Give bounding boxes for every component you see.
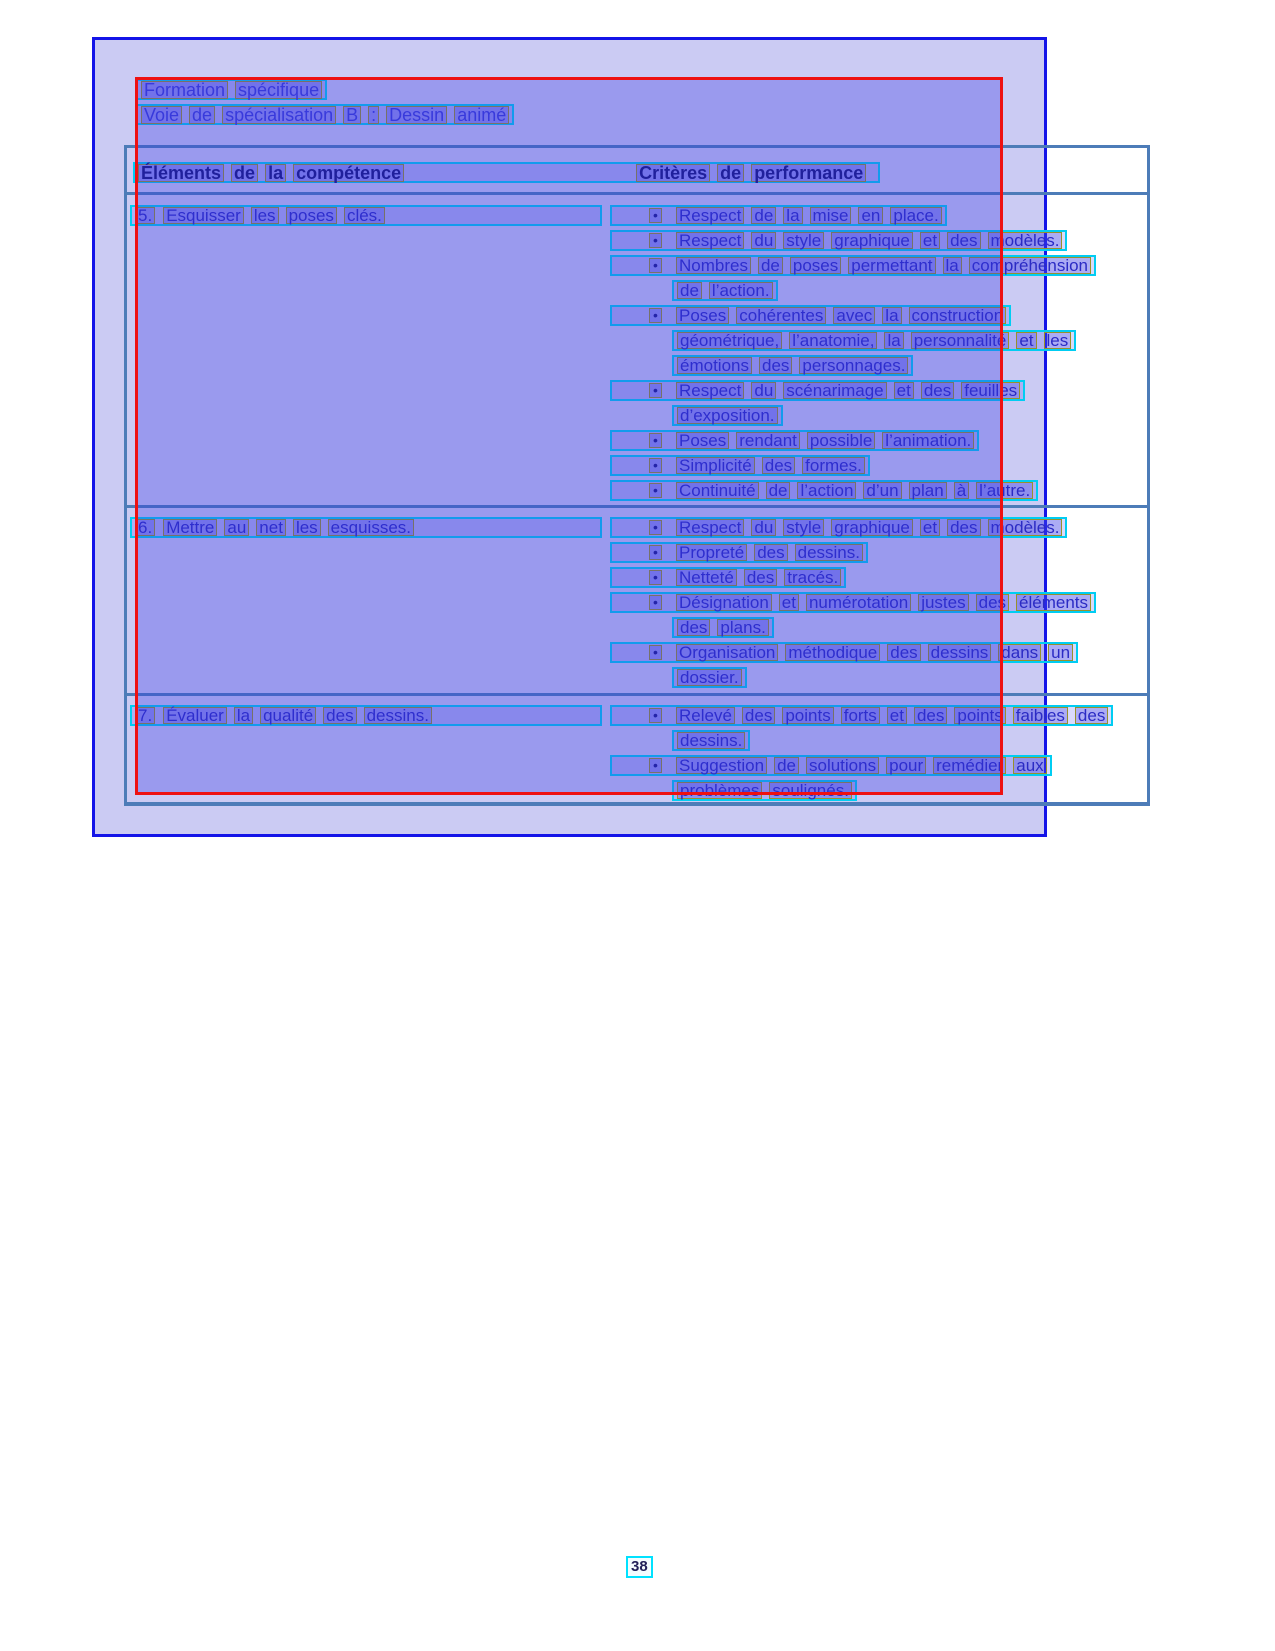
ocr-word-box: Respect (676, 207, 744, 224)
ocr-word-box: en (858, 207, 883, 224)
ocr-word-box: de (677, 282, 702, 299)
ocr-word-box: éléments (1016, 594, 1091, 611)
ocr-word-box: la (884, 332, 903, 349)
ocr-word-box: : (368, 106, 379, 124)
ocr-word-box: solutions (806, 757, 879, 774)
ocr-word-box: place. (890, 207, 941, 224)
ocr-line-box (672, 405, 783, 426)
ocr-word-box: et (920, 519, 940, 536)
row-number: 6. (135, 519, 155, 536)
ocr-word-box: du (751, 232, 776, 249)
ocr-word-box: dans (998, 644, 1041, 661)
ocr-word-box: l’action (797, 482, 856, 499)
ocr-word-box: style (783, 232, 824, 249)
ocr-word-box: d’un (863, 482, 901, 499)
ocr-word-box: géométrique, (677, 332, 782, 349)
ocr-word-box: de (231, 164, 258, 182)
ocr-line-box (610, 305, 1011, 326)
competency-table (124, 145, 1150, 806)
ocr-word-box: personnages. (799, 357, 908, 374)
bullet-icon: • (649, 433, 662, 448)
ocr-line-box (610, 642, 1078, 663)
bullet-icon: • (649, 383, 662, 398)
bullet-icon: • (649, 595, 662, 610)
ocr-word-box: Poses (676, 307, 729, 324)
ocr-word-box: remédier (933, 757, 1006, 774)
ocr-word-box: des (323, 707, 356, 724)
ocr-word-box: B (343, 106, 361, 124)
ocr-word-box: et (1016, 332, 1036, 349)
ocr-word-box: modèles. (988, 519, 1063, 536)
ocr-word-box: modèles. (988, 232, 1063, 249)
ocr-word-box: plan (909, 482, 947, 499)
ocr-line-box (610, 480, 1038, 501)
ocr-word-box: Organisation (676, 644, 778, 661)
ocr-word-box: spécifique (235, 81, 322, 99)
ocr-word-box: Netteté (676, 569, 737, 586)
ocr-word-box: l’action. (709, 282, 773, 299)
table-row-divider (127, 505, 1147, 508)
ocr-word-box: de (189, 106, 215, 124)
ocr-line-box (610, 455, 870, 476)
ocr-word-box: Respect (676, 232, 744, 249)
bullet-icon: • (649, 758, 662, 773)
bullet-icon: • (649, 208, 662, 223)
ocr-word-box: compétence (293, 164, 404, 182)
ocr-word-box: justes (918, 594, 968, 611)
ocr-line-box (130, 705, 602, 726)
ocr-word-box: numérotation (806, 594, 911, 611)
ocr-word-box: Continuité (676, 482, 759, 499)
ocr-word-box: Mettre (163, 519, 217, 536)
ocr-word-box: clés. (344, 207, 385, 224)
ocr-line-box (610, 542, 868, 563)
ocr-word-box: dessins. (364, 707, 432, 724)
ocr-line-box (610, 230, 1067, 251)
ocr-word-box: des (947, 519, 980, 536)
ocr-line-box (672, 780, 857, 801)
ocr-line-box (672, 617, 774, 638)
ocr-word-box: du (751, 519, 776, 536)
ocr-word-box: et (920, 232, 940, 249)
ocr-word-box: méthodique (785, 644, 880, 661)
ocr-word-box: aux (1013, 757, 1046, 774)
ocr-word-box: esquisses. (328, 519, 414, 536)
ocr-line-box (133, 162, 880, 183)
ocr-word-box: au (224, 519, 249, 536)
ocr-word-box: graphique (831, 232, 913, 249)
ocr-word-box: des (744, 569, 777, 586)
ocr-word-box: des (887, 644, 920, 661)
bullet-icon: • (649, 708, 662, 723)
ocr-word-box: mise (810, 207, 852, 224)
ocr-word-box: des (921, 382, 954, 399)
table-row-divider (127, 192, 1147, 195)
bullet-icon: • (649, 233, 662, 248)
ocr-word-box: dossier. (677, 669, 742, 686)
page-number: 38 (626, 1556, 653, 1578)
bullet-icon: • (649, 645, 662, 660)
ocr-word-box: des (1075, 707, 1108, 724)
ocr-word-box: performance (751, 164, 866, 182)
ocr-word-box: des (742, 707, 775, 724)
ocr-line-box (610, 705, 1113, 726)
ocr-word-box: dessins. (677, 732, 745, 749)
ocr-word-box: Éléments (138, 164, 224, 182)
ocr-word-box: formes. (802, 457, 865, 474)
ocr-word-box: personnalité (911, 332, 1010, 349)
ocr-word-box: des (976, 594, 1009, 611)
ocr-word-box: d’exposition. (677, 407, 778, 424)
ocr-word-box: les (293, 519, 321, 536)
ocr-word-box: de (774, 757, 799, 774)
ocr-word-box: l’anatomie, (789, 332, 877, 349)
ocr-word-box: scénarimage (783, 382, 886, 399)
ocr-word-box: Respect (676, 519, 744, 536)
ocr-word-box: Propreté (676, 544, 747, 561)
bullet-icon: • (649, 570, 662, 585)
ocr-word-box: émotions (677, 357, 752, 374)
ocr-word-box: du (751, 382, 776, 399)
ocr-word-box: dessins. (795, 544, 863, 561)
ocr-word-box: points (954, 707, 1005, 724)
ocr-word-box: la (943, 257, 962, 274)
ocr-word-box: et (894, 382, 914, 399)
table-header-row (133, 162, 880, 187)
criteria-cell (610, 205, 1096, 505)
ocr-word-box: Respect (676, 382, 744, 399)
ocr-word-box: pour (886, 757, 926, 774)
ocr-word-box: qualité (260, 707, 316, 724)
ocr-word-box: permettant (848, 257, 935, 274)
ocr-word-box: points (782, 707, 833, 724)
ocr-word-box: plans. (717, 619, 768, 636)
ocr-word-box: Relevé (676, 707, 735, 724)
ocr-line-box (672, 280, 778, 301)
ocr-word-box: et (887, 707, 907, 724)
ocr-line-box (136, 104, 514, 125)
ocr-word-box: Dessin (386, 106, 447, 124)
element-label-cell (130, 205, 602, 230)
document-heading-2 (136, 104, 514, 129)
ocr-word-box: et (779, 594, 799, 611)
ocr-word-box: de (758, 257, 783, 274)
ocr-word-box: des (759, 357, 792, 374)
ocr-word-box: l’autre. (976, 482, 1033, 499)
row-number: 5. (135, 207, 155, 224)
ocr-word-box: Désignation (676, 594, 772, 611)
ocr-word-box: dessins (928, 644, 992, 661)
ocr-word-box: des (947, 232, 980, 249)
ocr-line-box (610, 592, 1096, 613)
ocr-word-box: Voie (141, 106, 182, 124)
bullet-icon: • (649, 258, 662, 273)
ocr-word-box: poses (790, 257, 841, 274)
ocr-line-box (130, 205, 602, 226)
ocr-line-box (610, 567, 846, 588)
ocr-word-box: des (754, 544, 787, 561)
ocr-line-box (672, 330, 1076, 351)
ocr-word-box: poses (286, 207, 337, 224)
ocr-line-box (610, 380, 1025, 401)
ocr-word-box: des (677, 619, 710, 636)
ocr-word-box: Évaluer (163, 707, 227, 724)
ocr-line-box (610, 205, 947, 226)
ocr-word-box: les (1044, 332, 1072, 349)
ocr-word-box: l’animation. (882, 432, 974, 449)
ocr-word-box: de (766, 482, 791, 499)
table-row-divider (127, 693, 1147, 696)
ocr-word-box: Simplicité (676, 457, 755, 474)
ocr-word-box: de (717, 164, 744, 182)
ocr-word-box: cohérentes (736, 307, 826, 324)
ocr-word-box: les (251, 207, 279, 224)
ocr-word-box: Esquisser (163, 207, 244, 224)
ocr-word-box: des (914, 707, 947, 724)
ocr-line-box (610, 255, 1096, 276)
ocr-line-box (672, 730, 750, 751)
ocr-word-box: la (234, 707, 253, 724)
ocr-word-box: feuilles (961, 382, 1020, 399)
ocr-word-box: la (265, 164, 286, 182)
ocr-word-box: Nombres (676, 257, 751, 274)
ocr-word-box: Suggestion (676, 757, 767, 774)
ocr-word-box: possible (807, 432, 875, 449)
header-column-gap (411, 172, 636, 173)
ocr-line-box (672, 355, 913, 376)
ocr-word-box: avec (833, 307, 875, 324)
ocr-word-box: des (762, 457, 795, 474)
ocr-word-box: Critères (636, 164, 710, 182)
element-label-cell (130, 517, 602, 542)
ocr-word-box: problèmes (677, 782, 762, 799)
ocr-line-box (136, 79, 327, 100)
ocr-word-box: construction (909, 307, 1007, 324)
bullet-icon: • (649, 483, 662, 498)
ocr-word-box: Poses (676, 432, 729, 449)
document-heading-1 (136, 79, 327, 104)
ocr-word-box: tracés. (784, 569, 841, 586)
ocr-line-box (610, 430, 979, 451)
ocr-line-box (672, 667, 747, 688)
ocr-word-box: rendant (736, 432, 800, 449)
ocr-line-box (610, 517, 1067, 538)
ocr-line-box (130, 517, 602, 538)
criteria-cell (610, 705, 1113, 805)
ocr-line-box (610, 755, 1052, 776)
ocr-word-box: compréhension (969, 257, 1091, 274)
element-label-cell (130, 705, 602, 730)
ocr-word-box: animé (454, 106, 509, 124)
criteria-cell (610, 517, 1096, 692)
bullet-icon: • (649, 458, 662, 473)
ocr-word-box: spécialisation (222, 106, 336, 124)
ocr-word-box: net (256, 519, 286, 536)
ocr-word-box: style (783, 519, 824, 536)
bullet-icon: • (649, 520, 662, 535)
ocr-word-box: à (954, 482, 969, 499)
row-number: 7. (135, 707, 155, 724)
bullet-icon: • (649, 545, 662, 560)
ocr-word-box: faibles (1013, 707, 1068, 724)
ocr-word-box: la (783, 207, 802, 224)
ocr-word-box: forts (841, 707, 880, 724)
ocr-word-box: soulignés. (769, 782, 852, 799)
ocr-word-box: la (882, 307, 901, 324)
ocr-word-box: Formation (141, 81, 228, 99)
ocr-word-box: graphique (831, 519, 913, 536)
bullet-icon: • (649, 308, 662, 323)
ocr-word-box: de (751, 207, 776, 224)
ocr-word-box: un (1048, 644, 1073, 661)
